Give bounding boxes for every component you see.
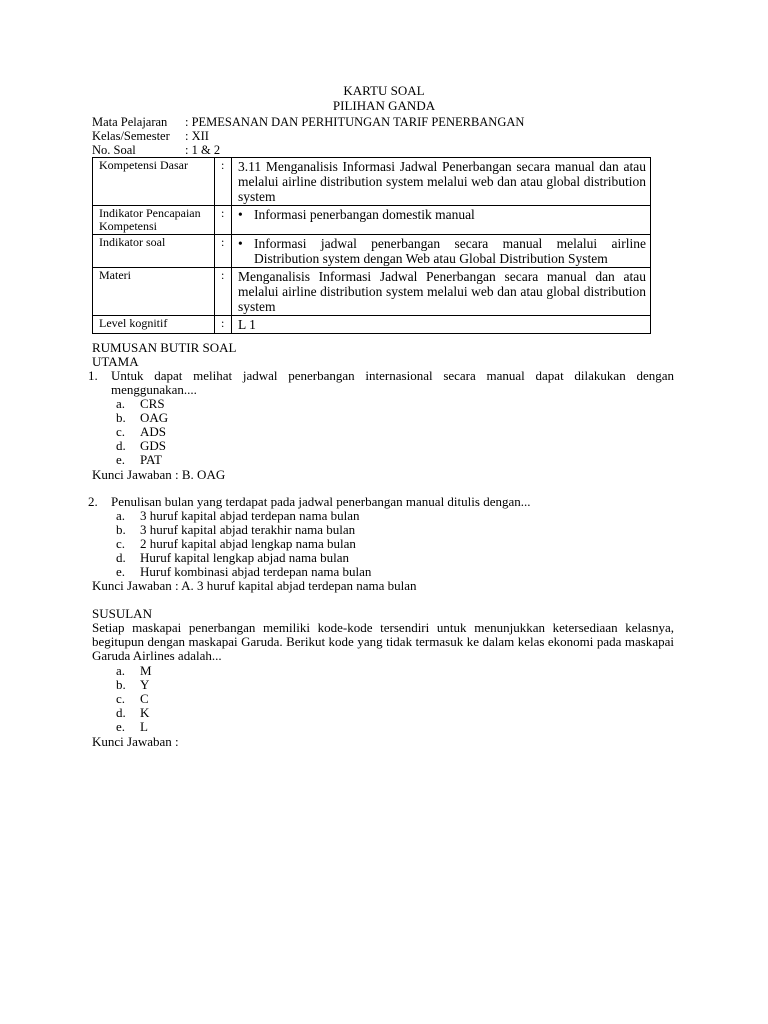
meta-mapel-value: : PEMESANAN DAN PERHITUNGAN TARIF PENERBANGAN	[185, 115, 525, 129]
row-kompetensi-dasar	[93, 158, 651, 206]
q1-option-letter: b.	[116, 410, 126, 425]
q1-option-letter: a.	[116, 396, 126, 411]
meta-mapel-label: Mata Pelajaran	[92, 115, 168, 129]
q2-text: Penulisan bulan yang terdapat pada jadwal penerbangan manual ditulis dengan...	[111, 494, 531, 509]
q2-option-text: 2 huruf kapital abjad lengkap nama bulan	[140, 536, 356, 551]
susulan-text: Setiap maskapai penerbangan memiliki kode-kode tersendiri untuk menunjukkan ketersediaan kelasnya, begitupun dengan maskapai Garuda. Berikut kode yang tidak termasuk ke dalam kelas ekonomi pada maskapai Garuda Airlines adalah...	[92, 620, 674, 663]
meta-nosoal-value: : 1 & 2	[185, 143, 221, 157]
ipk-label: Indikator Pencapaian Kompetensi	[93, 206, 215, 235]
kd-sep: :	[215, 158, 232, 206]
is-sep: :	[215, 235, 232, 268]
q1-text: Untuk dapat melihat jadwal penerbangan internasional secara manual dapat dilakukan dengan menggunakan....	[111, 368, 674, 397]
susulan-option-text: M	[140, 663, 152, 678]
row-materi	[93, 268, 651, 316]
q2-option-letter: a.	[116, 508, 126, 523]
susulan-option-text: C	[140, 691, 149, 706]
section-utama: UTAMA	[92, 354, 139, 369]
materi-label: Materi	[93, 268, 215, 316]
susulan-option-letter: a.	[116, 663, 126, 678]
ipk-sep: :	[215, 206, 232, 235]
materi-sep: :	[215, 268, 232, 316]
row-indikator-soal	[93, 235, 651, 268]
q2-number: 2.	[88, 494, 98, 509]
susulan-option-letter: d.	[116, 705, 126, 720]
row-level-kognitif	[93, 316, 651, 334]
is-label: Indikator soal	[93, 235, 215, 268]
kd-value: 3.11 Menganalisis Informasi Jadwal Penerbangan secara manual dan atau melalui airline distribution system melalui web dan atau global distribution system	[232, 158, 651, 206]
q2-option-letter: b.	[116, 522, 126, 537]
q1-answer-key: Kunci Jawaban : B. OAG	[92, 467, 226, 482]
competency-table	[92, 157, 651, 334]
ipk-value: • Informasi penerbangan domestik manual	[232, 206, 651, 235]
q1-option-letter: c.	[116, 424, 126, 439]
q1-option-text: ADS	[140, 424, 167, 439]
susulan-option-text: L	[140, 719, 148, 734]
q2-answer-key: Kunci Jawaban : A. 3 huruf kapital abjad terdepan nama bulan	[92, 578, 417, 593]
susulan-option-letter: b.	[116, 677, 126, 692]
q1-option-text: PAT	[140, 452, 162, 467]
meta-nosoal-label: No. Soal	[92, 143, 136, 157]
q1-option-text: CRS	[140, 396, 165, 411]
q2-option-text: Huruf kapital lengkap abjad nama bulan	[140, 550, 350, 565]
susulan-option-letter: c.	[116, 691, 126, 706]
level-value: L 1	[232, 316, 651, 334]
section-susulan: SUSULAN	[92, 606, 152, 621]
materi-value: Menganalisis Informasi Jadwal Penerbangan secara manual dan atau melalui airline distribution system melalui web dan atau global distribution system	[232, 268, 651, 316]
meta-kelas	[92, 129, 209, 143]
kd-label: Kompetensi Dasar	[93, 158, 215, 206]
q1-option-letter: e.	[116, 452, 126, 467]
susulan-answer-key: Kunci Jawaban :	[92, 734, 179, 749]
q2-option-letter: c.	[116, 536, 126, 551]
q1-option-text: GDS	[140, 438, 167, 453]
q1-option-text: OAG	[140, 410, 169, 425]
q1-number: 1.	[88, 368, 98, 383]
susulan-option-text: Y	[140, 677, 150, 692]
section-rumusan: RUMUSAN BUTIR SOAL	[92, 340, 237, 355]
level-label: Level kognitif	[93, 316, 215, 334]
is-value: • Informasi jadwal penerbangan secara manual melalui airline Distribution system dengan Web atau Global Distribution System	[232, 235, 651, 268]
meta-kelas-label: Kelas/Semester	[92, 129, 170, 143]
q2-option-letter: e.	[116, 564, 126, 579]
level-sep: :	[215, 316, 232, 334]
meta-kelas-value: : XII	[185, 129, 209, 143]
card-title: KARTU SOAL	[343, 83, 425, 98]
susulan-option-letter: e.	[116, 719, 126, 734]
meta-nosoal	[92, 143, 220, 157]
meta-mapel	[92, 115, 524, 129]
susulan-option-text: K	[140, 705, 150, 720]
q2-option-text: 3 huruf kapital abjad terdepan nama bulan	[140, 508, 360, 523]
card-subtitle: PILIHAN GANDA	[332, 98, 436, 113]
row-indikator-pencapaian	[93, 206, 651, 235]
q2-option-text: 3 huruf kapital abjad terakhir nama bulan	[140, 522, 356, 537]
q1-option-letter: d.	[116, 438, 126, 453]
q2-option-text: Huruf kombinasi abjad terdepan nama bulan	[140, 564, 372, 579]
q2-option-letter: d.	[116, 550, 126, 565]
